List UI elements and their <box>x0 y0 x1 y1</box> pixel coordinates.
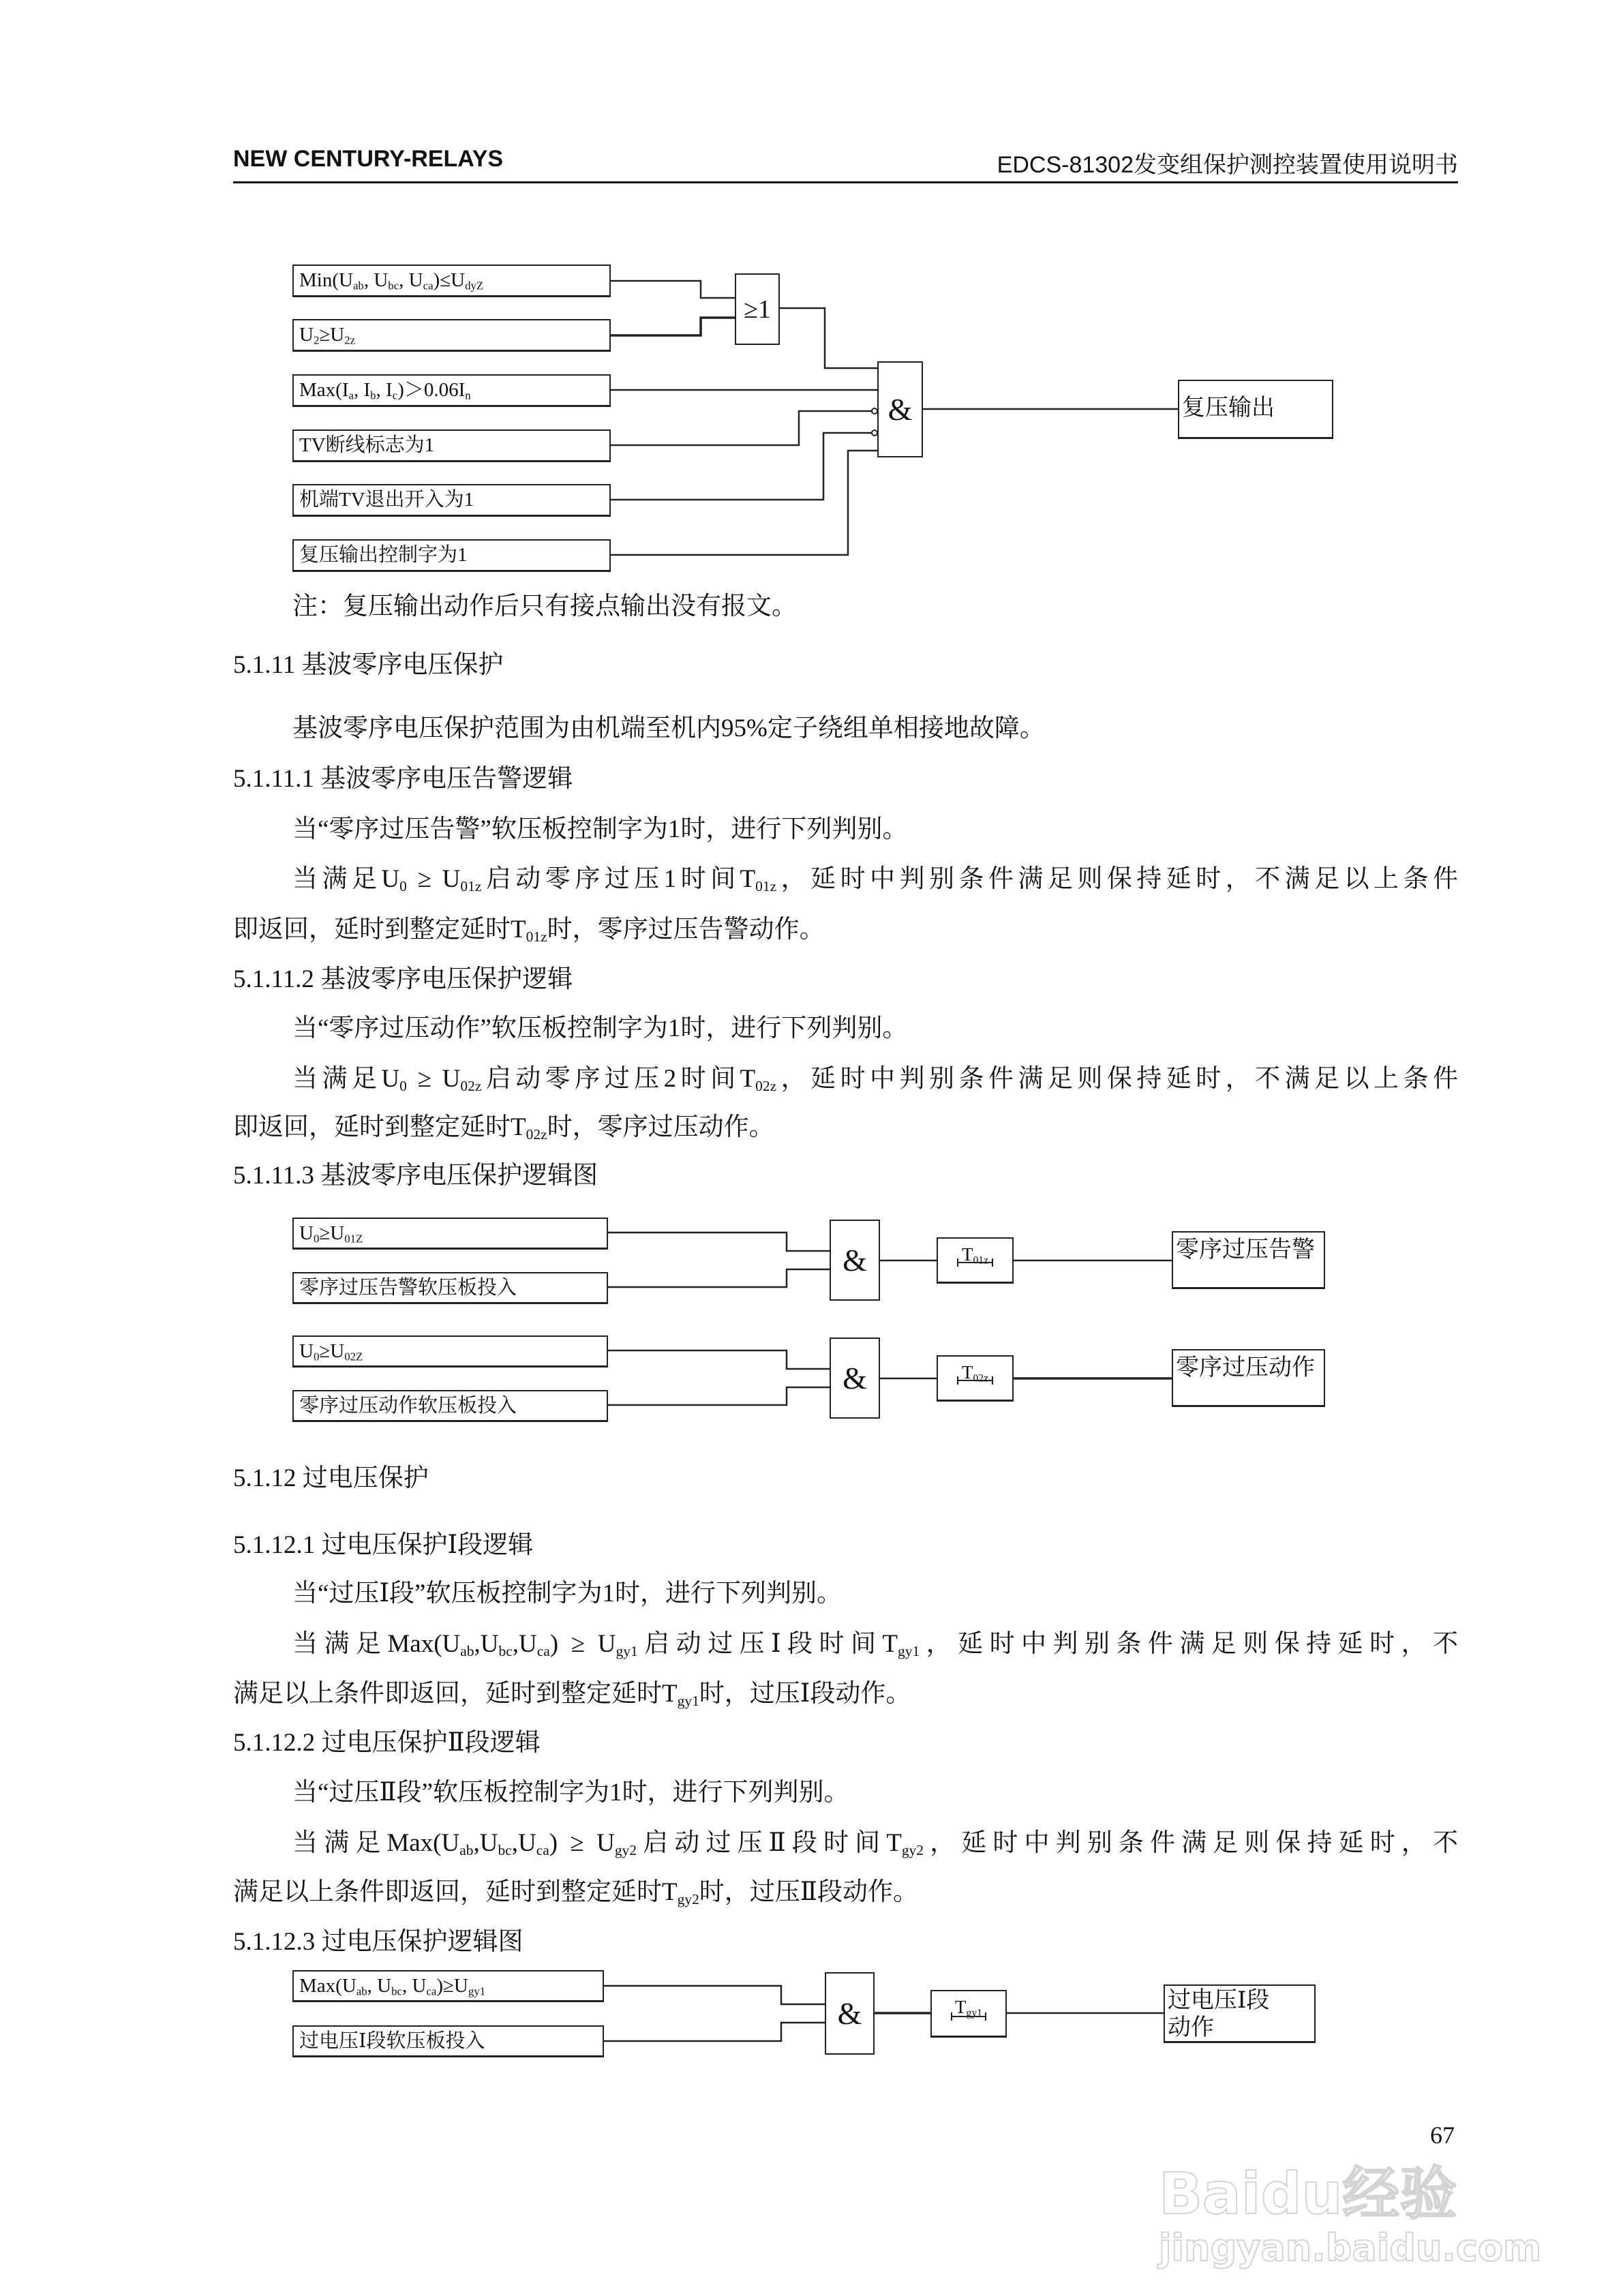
text-run: 启动过压Ⅰ段时间T <box>637 1630 898 1658</box>
text-run: 当满足U <box>292 1065 400 1093</box>
text-run: ,U <box>473 1829 498 1857</box>
subscript: ab <box>356 1984 367 1998</box>
subscript: 01z <box>755 878 777 894</box>
text-run: 机端TV退出开入为1 <box>299 489 474 511</box>
text-run: ≥U <box>319 324 345 346</box>
text-run: TV断线标志为1 <box>299 434 435 456</box>
subscript: c <box>392 389 398 402</box>
text-run: 5.1.12.2 过电压保护Ⅱ段逻辑 <box>233 1729 541 1757</box>
subscript: gy1 <box>616 1643 638 1659</box>
subscript: gy2 <box>901 1842 924 1858</box>
section-heading <box>233 959 573 1000</box>
diagram2-output-box: 零序过压告警 <box>1172 1231 1325 1289</box>
diagram2-input-box <box>292 1335 608 1368</box>
section-heading <box>233 1922 524 1963</box>
page-number: 67 <box>1430 2121 1455 2149</box>
text-run: 启动过压Ⅱ段时间T <box>637 1829 902 1857</box>
text-run: ) ≥ U <box>549 1630 616 1658</box>
text-run: 当“过压Ⅱ段”软压板控制字为1时，进行下列判别。 <box>292 1779 849 1807</box>
watermark-url: jingyan.baidu.com <box>1159 2226 1542 2269</box>
subscript: gy1 <box>966 2007 982 2019</box>
text-run: ≥U <box>319 1340 345 1362</box>
text-run: 满足以上条件即返回，延时到整定延时T <box>233 1680 678 1708</box>
delay-timer <box>937 1355 1014 1402</box>
diagram1-input-box <box>292 539 611 572</box>
subscript: 02z <box>526 1126 547 1143</box>
subscript: 01z <box>973 1254 989 1267</box>
inverter-bubble-icon <box>872 408 877 414</box>
diagram3-input-box <box>292 2025 604 2057</box>
text-run: )≤U <box>433 269 466 291</box>
text-run: 时，零序过压告警动作。 <box>547 916 825 943</box>
paragraph-line <box>233 1674 911 1715</box>
text-run: 当满足Max(U <box>292 1829 460 1857</box>
text-run: Max(I <box>299 379 349 401</box>
diagram2-output-box: 零序过压动作 <box>1172 1349 1325 1407</box>
wire <box>611 411 873 445</box>
subscript: n <box>465 389 471 402</box>
diagram3-output-box <box>1164 1984 1316 2043</box>
paragraph-line <box>292 1624 1458 1665</box>
text-run: ,U <box>474 1630 499 1658</box>
subscript: 02z <box>973 1372 989 1385</box>
and-gate: & <box>877 361 923 457</box>
text-run: 当“过压Ⅰ段”软压板控制字为1时，进行下列判别。 <box>292 1580 842 1607</box>
text-run: 时，零序过压动作。 <box>547 1113 774 1141</box>
text-run: , I <box>353 379 371 401</box>
text-run: T <box>955 1997 967 2017</box>
text-run: ) ≥ U <box>549 1829 615 1857</box>
subscript: 0 <box>313 1350 320 1363</box>
or-gate: ≥1 <box>735 273 780 345</box>
diagram2-input-box <box>292 1218 608 1250</box>
text-run: 过电压Ⅰ段软压板投入 <box>299 2030 485 2052</box>
subscript: ca <box>426 1984 437 1998</box>
header-document-title: EDCS-81302发变组保护测控装置使用说明书 <box>997 152 1458 178</box>
section-heading <box>233 1723 541 1764</box>
text-run: Max(U <box>299 1975 357 1997</box>
text-run: 5.1.12.3 过电压保护逻辑图 <box>233 1928 524 1956</box>
text-run: 零序过压告警软压板投入 <box>299 1277 517 1299</box>
text-run: 基波零序电压保护范围为由机端至机内95%定子绕组单相接地故障。 <box>292 714 1045 742</box>
subscript: 02z <box>755 1078 777 1094</box>
paragraph-line <box>233 1872 918 1913</box>
header-company: NEW CENTURY-RELAYS <box>233 146 504 172</box>
subscript: ab <box>460 1643 474 1659</box>
section-heading <box>233 645 503 686</box>
paragraph-line <box>292 859 1458 900</box>
paragraph-line <box>292 1772 849 1813</box>
subscript: 0 <box>313 1232 320 1245</box>
delay-bar-icon <box>957 1258 993 1267</box>
subscript: 2 <box>313 333 320 347</box>
section-heading <box>233 759 573 800</box>
subscript: 2z <box>344 333 356 347</box>
text-run: 5.1.11.1 基波零序电压告警逻辑 <box>233 765 573 793</box>
text-run: 启动零序过压1时间T <box>481 865 756 893</box>
text-run: ≥ U <box>406 1065 461 1093</box>
diagram1-input-box <box>292 374 611 407</box>
text-run: 当满足Max(U <box>292 1630 461 1658</box>
subscript: bc <box>498 1643 513 1659</box>
and-gate: & <box>830 1220 880 1301</box>
wire <box>608 1269 830 1287</box>
wire <box>608 1233 830 1251</box>
wire <box>611 451 877 555</box>
subscript: bc <box>391 1984 402 1998</box>
subscript: ab <box>352 279 364 292</box>
text-run: 复压输出控制字为1 <box>299 544 468 566</box>
section-heading <box>233 1458 429 1499</box>
subscript: b <box>370 389 376 402</box>
subscript: 01z <box>460 878 482 894</box>
text-run: ，延时中判别条件满足则保持延时，不 <box>920 1630 1458 1658</box>
delay-bar-icon <box>957 1376 993 1385</box>
text-run: 5.1.11.3 基波零序电压保护逻辑图 <box>233 1162 598 1190</box>
paragraph-line <box>233 909 825 950</box>
paragraph-line <box>292 586 797 627</box>
text-run: )＞0.06I <box>397 379 466 401</box>
text-run: 注：复压输出动作后只有接点输出没有报文。 <box>292 592 797 620</box>
subscript: 0 <box>399 1078 407 1094</box>
delay-timer <box>937 1237 1014 1284</box>
subscript: a <box>348 389 354 402</box>
subscript: ca <box>423 279 434 292</box>
text-run: ,U <box>512 1630 537 1658</box>
text-run: , U <box>399 269 423 291</box>
diagram1-input-box <box>292 429 611 462</box>
text-run: ,U <box>511 1829 536 1857</box>
text-run: 启动零序过压2时间T <box>481 1065 756 1093</box>
text-run: U <box>299 324 314 346</box>
paragraph-line <box>292 1008 907 1049</box>
subscript: 01z <box>526 928 547 945</box>
text-run: 满足以上条件即返回，延时到整定延时T <box>233 1878 678 1906</box>
subscript: 02Z <box>344 1350 363 1363</box>
text-run: 零序过压动作软压板投入 <box>299 1395 517 1417</box>
text-run: , U <box>401 1975 427 1997</box>
subscript: gy1 <box>677 1693 699 1709</box>
subscript: ca <box>536 1643 550 1659</box>
subscript: 0 <box>399 878 407 894</box>
text-run: 5.1.12 过电压保护 <box>233 1464 429 1492</box>
subscript: ab <box>459 1842 474 1858</box>
diagram1-input-box <box>292 265 611 297</box>
text-run: 即返回，延时到整定延时T <box>233 1113 526 1141</box>
and-gate: & <box>830 1338 880 1419</box>
baidu-watermark-logo <box>1159 2161 1595 2270</box>
paragraph-line <box>292 708 1045 749</box>
subscript: gy2 <box>614 1842 637 1858</box>
subscript: 01Z <box>344 1232 363 1245</box>
text-run: , U <box>363 269 389 291</box>
wire <box>608 1350 830 1369</box>
paragraph-line <box>233 1107 774 1148</box>
wire <box>604 1986 825 2004</box>
diagram3-input-box <box>292 1970 604 2002</box>
wire <box>611 433 873 500</box>
delay-bar-icon <box>951 2012 986 2021</box>
section-heading <box>233 1525 533 1566</box>
diagram1-output-box: 复压输出 <box>1178 380 1333 439</box>
subscript: bc <box>388 279 399 292</box>
subscript: 02z <box>460 1078 482 1094</box>
subscript: gy1 <box>898 1643 920 1659</box>
text-run: ，延时中判别条件满足则保持延时，不满足以上条件 <box>776 1065 1459 1093</box>
inverter-bubble-icon <box>872 430 877 436</box>
text-run: , U <box>367 1975 392 1997</box>
delay-timer <box>930 1990 1007 2038</box>
text-run: , I <box>376 379 393 401</box>
subscript: dyZ <box>465 279 484 292</box>
diagram1-input-box <box>292 484 611 517</box>
text-run: )≥U <box>436 1975 468 1997</box>
subscript: ca <box>536 1842 549 1858</box>
text-run: 5.1.11.2 基波零序电压保护逻辑 <box>233 965 573 993</box>
wire <box>611 281 735 298</box>
subscript: bc <box>498 1842 512 1858</box>
wire <box>604 2023 825 2041</box>
text-run: 当满足U <box>292 865 400 893</box>
text-run: 5.1.11 基波零序电压保护 <box>233 651 504 679</box>
wire <box>608 1387 830 1405</box>
diagram1-input-box <box>292 319 611 352</box>
paragraph-line <box>292 1573 842 1614</box>
text-run: ≥ U <box>406 865 461 893</box>
section-heading <box>233 1155 598 1196</box>
text-run: Min(U <box>299 269 353 291</box>
output-label-line1: 过电压Ⅰ段 <box>1168 1988 1270 2013</box>
output-label-line2: 动作 <box>1168 2015 1214 2040</box>
text-run: ≥U <box>319 1222 345 1244</box>
text-run: 当“零序过压告警”软压板控制字为1时，进行下列判别。 <box>292 815 908 843</box>
watermark-brand: Baidu经验 <box>1159 2160 1457 2227</box>
wire <box>780 308 877 368</box>
text-run: ，延时中判别条件满足则保持延时，不 <box>924 1829 1459 1857</box>
text-run: 时，过压Ⅰ段动作。 <box>699 1680 911 1708</box>
diagram2-input-box <box>292 1272 608 1304</box>
text-run: 5.1.12.1 过电压保护Ⅰ段逻辑 <box>233 1531 534 1559</box>
text-run: T <box>961 1362 973 1383</box>
paragraph-line <box>292 1059 1458 1100</box>
diagram2-input-box <box>292 1390 608 1422</box>
text-run: U <box>299 1222 314 1244</box>
text-run: ，延时中判别条件满足则保持延时，不满足以上条件 <box>776 865 1459 893</box>
subscript: gy1 <box>468 1984 486 1998</box>
text-run: U <box>299 1340 314 1362</box>
text-run: T <box>961 1244 973 1265</box>
and-gate: & <box>825 1972 875 2055</box>
paragraph-line <box>292 809 907 850</box>
paragraph-line <box>292 1823 1458 1864</box>
text-run: 时，过压Ⅱ段动作。 <box>699 1878 918 1906</box>
text-run: 即返回，延时到整定延时T <box>233 916 526 943</box>
subscript: gy2 <box>677 1891 699 1907</box>
text-run: 当“零序过压动作”软压板控制字为1时，进行下列判别。 <box>292 1014 908 1042</box>
wire <box>611 318 735 335</box>
